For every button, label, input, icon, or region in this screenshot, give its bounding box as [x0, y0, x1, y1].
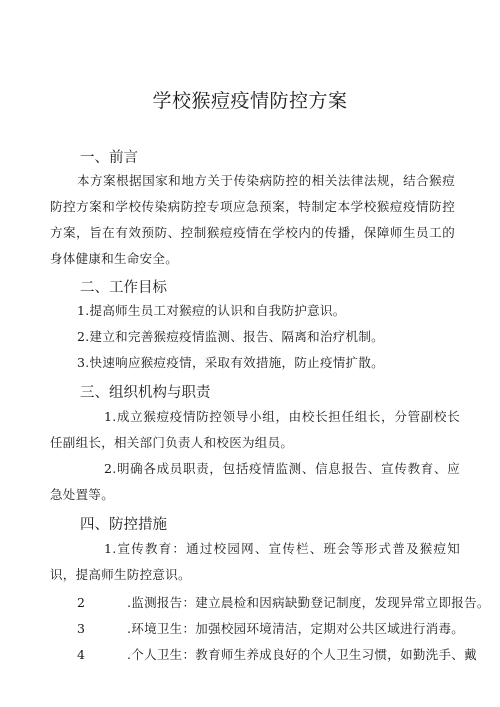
preface-paragraph: 本方案根据国家和地方关于传染病防控的相关法律法规，结合猴痘防控方案和学校传染病防控专项应急预案，特制定本学校猴痘疫情防控方案，旨在有效预防、控制猴痘疫情在学校内的传播，保障师生员工的身体健康和生命安全。 [50, 173, 455, 266]
item-number: 1 [104, 409, 113, 424]
list-item [50, 404, 460, 456]
list-item [50, 456, 460, 508]
item-number: 2 [77, 329, 86, 344]
item-text: .建立和完善猴痘疫情监测、报告、隔离和治疗机制。 [85, 329, 384, 344]
item-number: 4 [77, 647, 86, 662]
item-number: 1 [77, 303, 86, 318]
item-text: .宣传教育：通过校园网、宣传栏、班会等形式普及猴痘知识，提高师生防控意识。 [50, 541, 460, 582]
item-text: .监测报告：建立晨检和因病缺勤登记制度，发现异常立即报告。 [127, 595, 490, 610]
section-heading-organization: 三、组织机构与职责 [80, 385, 211, 401]
item-text: .快速响应猴痘疫情，采取有效措施，防止疫情扩散。 [85, 355, 384, 370]
list-item [50, 324, 487, 350]
item-text: .个人卫生：教育师生养成良好的个人卫生习惯，如勤洗手、戴 [127, 647, 477, 662]
section-heading-preface: 一、前言 [80, 150, 138, 166]
list-item [50, 642, 477, 668]
list-item [50, 590, 490, 616]
item-number: 3 [77, 355, 86, 370]
document-title: 学校猴痘疫情防控方案 [152, 90, 348, 112]
item-text: .提高师生员工对猴痘的认识和自我防护意识。 [85, 303, 346, 318]
item-text: .明确各成员职责，包括疫情监测、信息报告、宣传教育、应急处置等。 [50, 461, 460, 502]
item-text: .环境卫生：加强校园环境清洁，定期对公共区域进行消毒。 [127, 621, 465, 636]
item-number: 2 [77, 595, 86, 610]
item-number: 1 [104, 541, 113, 556]
list-item [50, 350, 487, 376]
item-number: 2 [104, 461, 113, 476]
section-heading-measures: 四、防控措施 [80, 517, 167, 533]
item-number: 3 [77, 621, 86, 636]
item-text: .成立猴痘疫情防控领导小组，由校长担任组长，分管副校长任副组长，相关部门负责人和校医为组员。 [50, 409, 460, 450]
list-item [50, 536, 460, 588]
section-heading-goals: 二、工作目标 [80, 280, 167, 296]
list-item [50, 298, 487, 324]
list-item [50, 616, 465, 642]
